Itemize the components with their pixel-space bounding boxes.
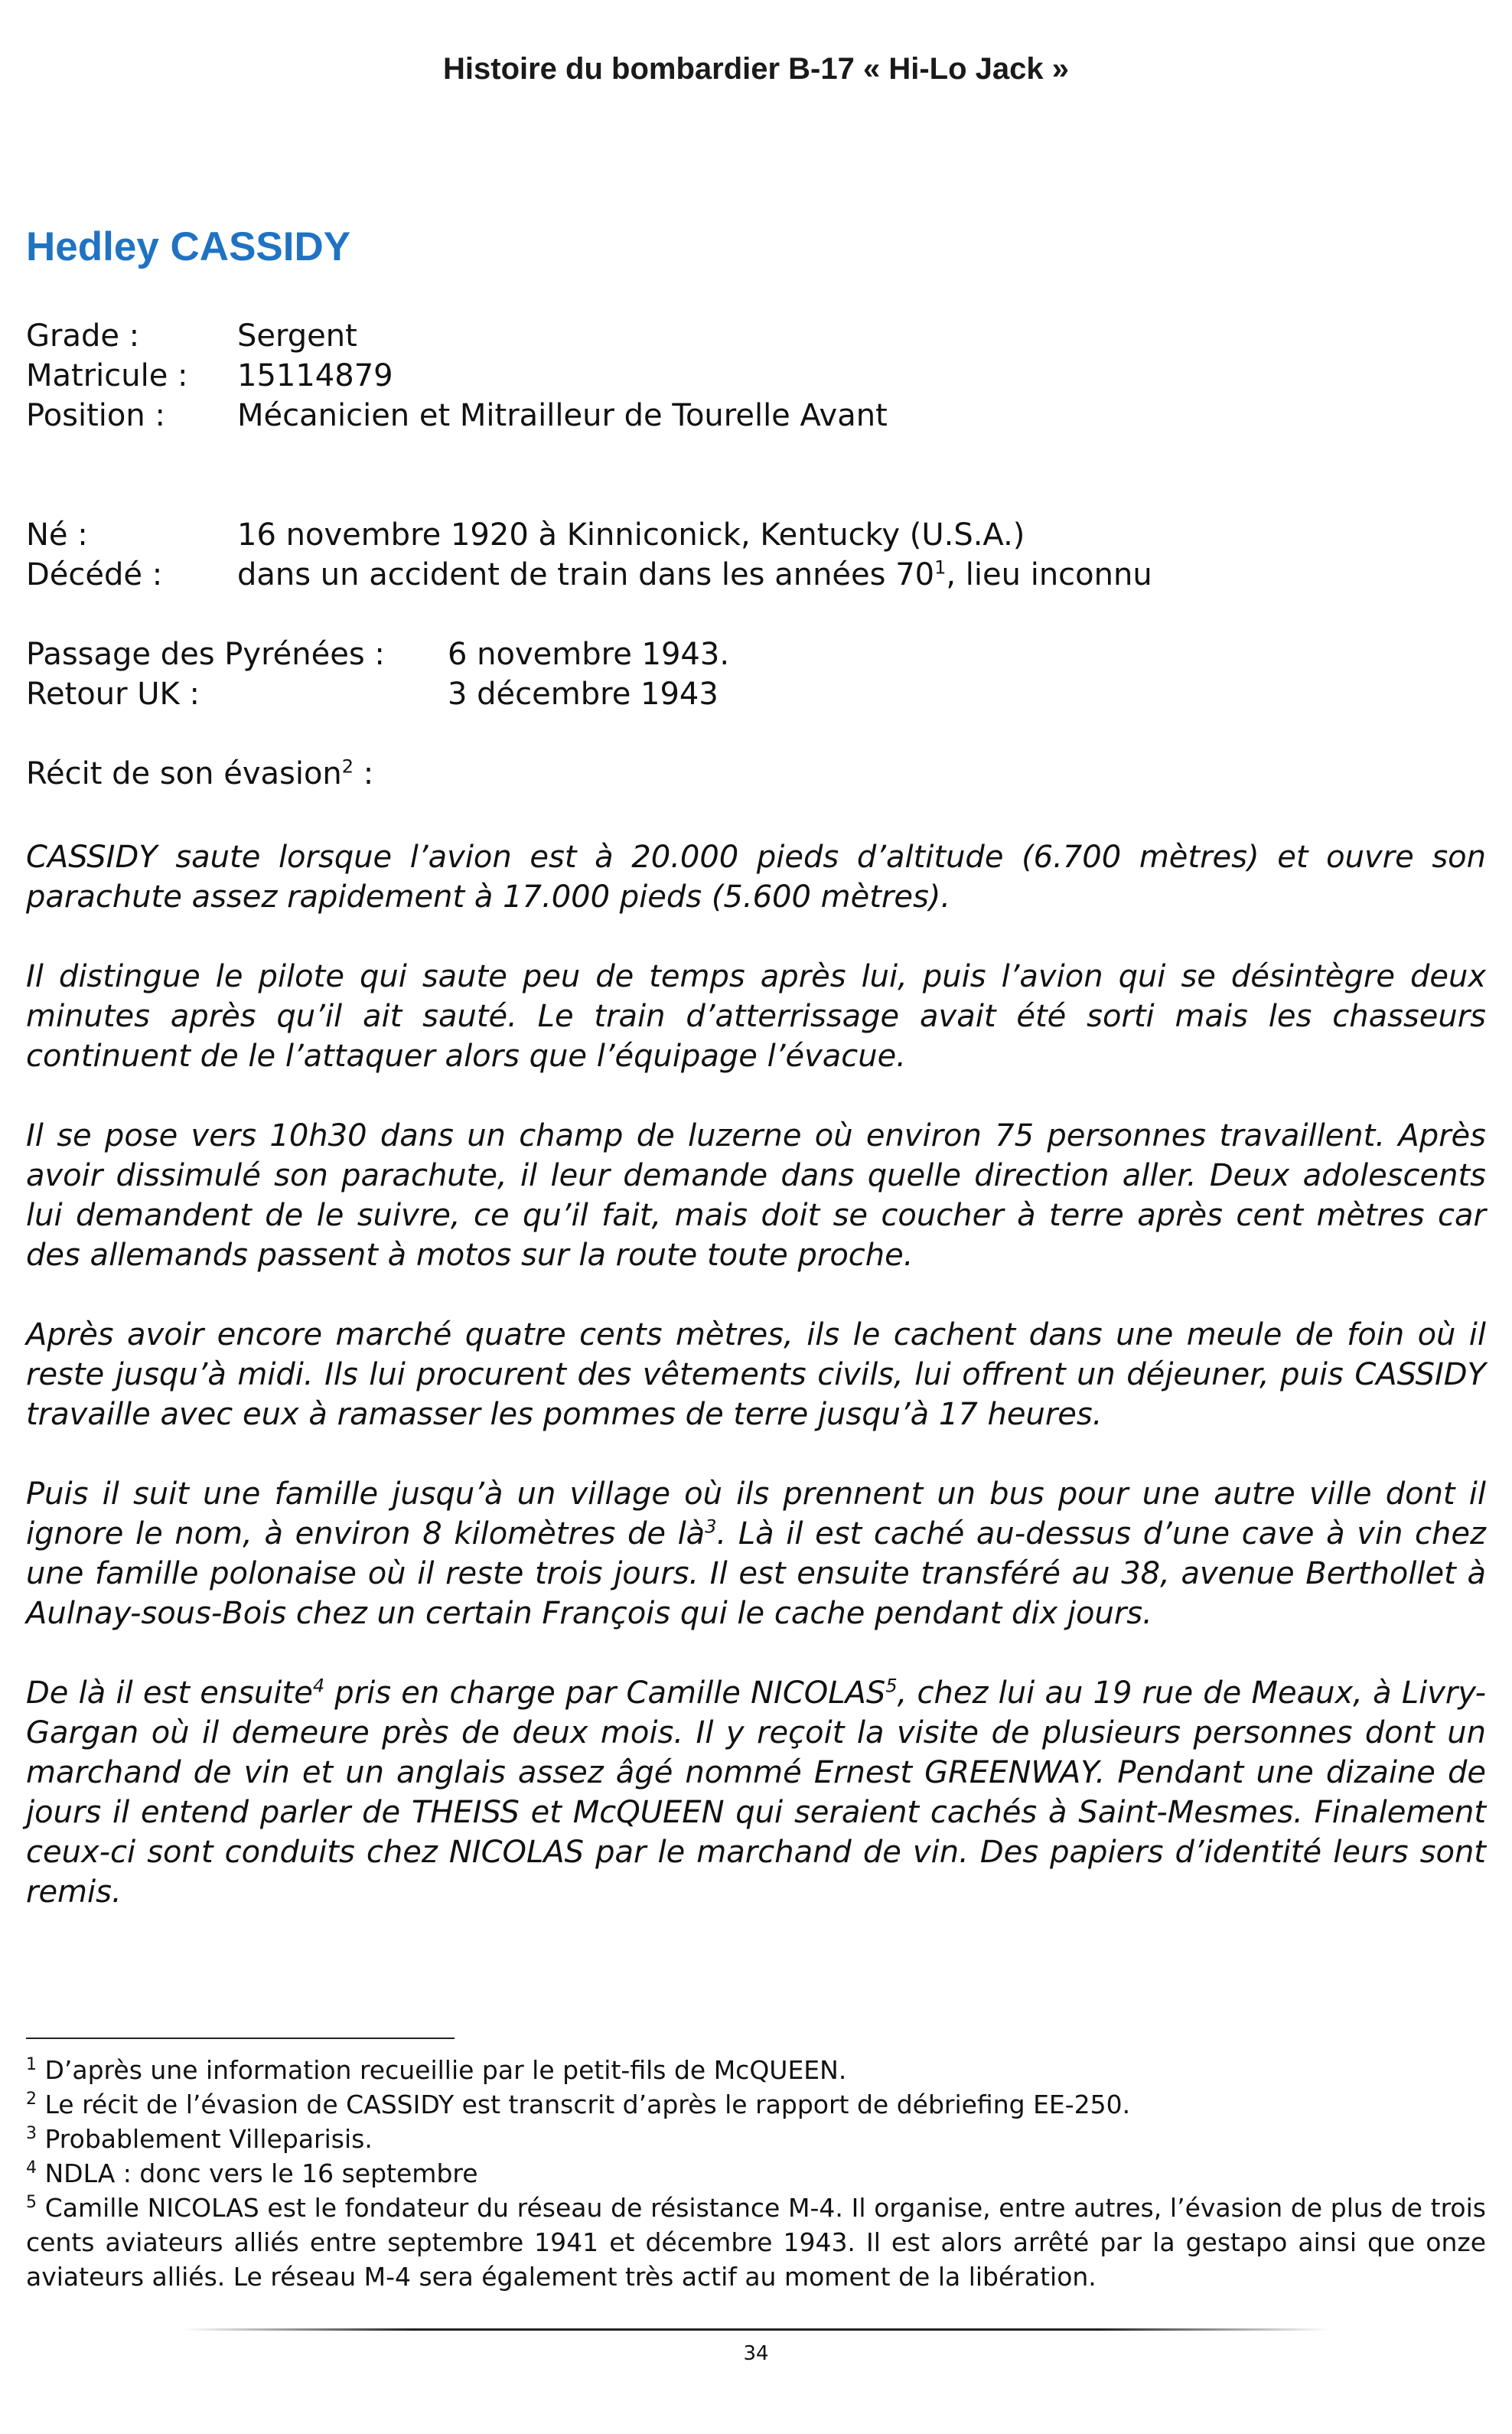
footnote-number: 4 xyxy=(26,2158,37,2178)
grade-value: Sergent xyxy=(237,318,357,354)
footnote-number: 2 xyxy=(26,2090,37,2109)
footnote-ref-4: 4 xyxy=(312,1675,325,1697)
paragraph-5-text-a: Puis il suit une famille jusqu’à un village où ils prennent un bus pour une autre ville dont il ignore le nom, à environ 8 kilomètres de là xyxy=(26,1476,1486,1551)
died-label: Décédé : xyxy=(26,557,163,592)
paragraph-6 xyxy=(26,1673,1486,1912)
died-value-text: dans un accident de train dans les années 70 xyxy=(237,557,935,592)
paragraph-6-text-c: , chez lui au 19 rue de Meaux, à Livry-Gargan où il demeure près de deux mois. Il y reçoit la visite de plusieurs personnes dont un marchand de vin et un anglais assez âgé nommé Ernest GREENWAY. Pendant une dizaine de jours il entend parler de THEISS et McQUEEN qui seraient cachés à Saint-Mesmes. Finalement ceux-ci sont conduits chez NICOLAS par le marchand de vin. Des papiers d’identité leurs sont remis. xyxy=(26,1675,1487,1910)
position-label: Position : xyxy=(26,398,165,433)
paragraph-2: Il distingue le pilote qui saute peu de temps après lui, puis l’avion qui se désintègre deux minutes après qu’il ait sauté. Le train d’atterrissage avait été sorti mais les chasseurs continuent de le l’attaquer alors que l’équipage l’évacue. xyxy=(26,959,1486,1074)
footnote-number: 3 xyxy=(26,2124,37,2143)
footnote-3 xyxy=(26,2122,1486,2156)
footnotes xyxy=(26,2053,1486,2294)
paragraph-6-text-b: pris en charge par Camille NICOLAS xyxy=(324,1675,886,1711)
footnote-number: 1 xyxy=(26,2055,37,2074)
footnote-1 xyxy=(26,2053,1486,2087)
footnote-5 xyxy=(26,2191,1486,2294)
paragraph-3: Il se pose vers 10h30 dans un champ de luzerne où environ 75 personnes travaillent. Après avoir dissimulé son parachute, il leur demande dans quelle direction aller. Deux adolescents lui demandent de le suivre, ce qu’il fait, mais doit se coucher à terre après cent mètres car des allemands passent à motos sur la route toute proche. xyxy=(26,1118,1486,1273)
footnote-ref-2: 2 xyxy=(341,755,354,778)
footnote-text: D’après une information recueillie par le petit-fils de McQUEEN. xyxy=(37,2055,847,2085)
footnote-number: 5 xyxy=(26,2193,37,2212)
footnote-text: NDLA : donc vers le 16 septembre xyxy=(37,2158,478,2188)
footnote-ref-5: 5 xyxy=(885,1675,898,1697)
paragraph-6-text-a: De là il est ensuite xyxy=(26,1675,313,1711)
footnote-ref-1: 1 xyxy=(934,556,947,579)
story-heading-label: Récit de son évasion xyxy=(26,756,342,791)
running-header: Histoire du bombardier B-17 « Hi-Lo Jack » xyxy=(443,52,1069,86)
page-number: 34 xyxy=(743,2342,769,2365)
pyrenees-label: Passage des Pyrénées : xyxy=(26,637,385,672)
footnote-2 xyxy=(26,2087,1486,2122)
footnote-text: Le récit de l’évasion de CASSIDY est transcrit d’après le rapport de débriefing EE-250. xyxy=(37,2090,1131,2119)
pyrenees-value: 6 novembre 1943. xyxy=(448,637,730,672)
paragraph-4: Après avoir encore marché quatre cents mètres, ils le cachent dans une meule de foin où il reste jusqu’à midi. Ils lui procurent des vêtements civils, lui offrent un déjeuner, puis CASSIDY travaille avec eux à ramasser les pommes de terre jusqu’à 17 heures. xyxy=(26,1317,1486,1432)
person-name-heading: Hedley CASSIDY xyxy=(26,224,351,269)
story-heading-suffix: : xyxy=(354,756,374,791)
story-heading-text xyxy=(26,756,373,791)
return-uk-value: 3 décembre 1943 xyxy=(448,677,719,712)
matricule-label: Matricule : xyxy=(26,358,188,393)
footnote-ref-3: 3 xyxy=(705,1516,717,1538)
footnote-text: Probablement Villeparisis. xyxy=(37,2124,373,2154)
paragraph-5-text-b: . Là il est caché au-dessus d’une cave à vin chez une famille polonaise où il reste trois jours. Il est ensuite transféré au 38, avenue Berthollet à Aulnay-sous-Bois chez un certain François qui le cache pendant dix jours. xyxy=(26,1516,1486,1631)
footnote-text: Camille NICOLAS est le fondateur du réseau de résistance M-4. Il organise, entre autres, l’évasion de plus de trois cents aviateurs alliés entre septembre 1941 et décembre 1943. Il est alors arrêté par la gestapo ainsi que onze aviateurs alliés. Le réseau M-4 sera également très actif au moment de la libération. xyxy=(26,2193,1486,2292)
footer-divider xyxy=(184,2328,1328,2331)
died-value-suffix: , lieu inconnu xyxy=(946,557,1152,592)
matricule-value: 15114879 xyxy=(237,358,393,393)
footnote-4 xyxy=(26,2156,1486,2191)
died-value xyxy=(237,557,1152,592)
born-label: Né : xyxy=(26,517,88,553)
return-uk-label: Retour UK : xyxy=(26,677,200,712)
position-value: Mécanicien et Mitrailleur de Tourelle Avant xyxy=(237,398,888,433)
born-value: 16 novembre 1920 à Kinniconick, Kentucky (U.S.A.) xyxy=(237,517,1025,553)
footnote-separator xyxy=(26,2038,455,2039)
grade-label: Grade : xyxy=(26,318,140,354)
paragraph-1: CASSIDY saute lorsque l’avion est à 20.000 pieds d’altitude (6.700 mètres) et ouvre son parachute assez rapidement à 17.000 pieds (5.600 mètres). xyxy=(26,840,1486,915)
paragraph-5 xyxy=(26,1474,1486,1633)
